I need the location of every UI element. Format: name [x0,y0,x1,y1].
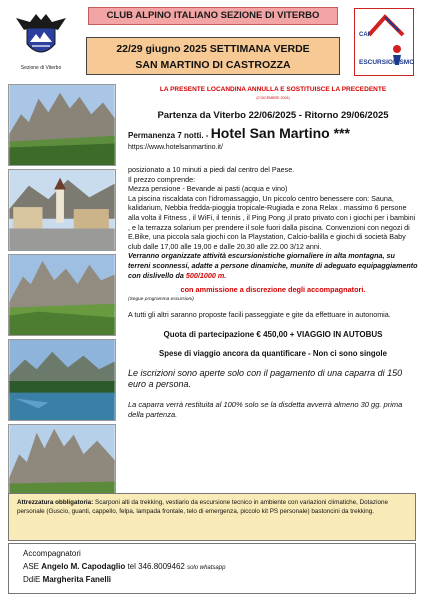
event-location-title: SAN MARTINO DI CASTROZZA [135,59,291,71]
leader-phone[interactable]: tel 346.8009462 [125,561,188,571]
departure-return-dates: Partenza da Viterbo 22/06/2025 - Ritorno 29/06/2025 [157,110,389,121]
travel-costs-note: Spese di viaggio ancora da quantificare - Non ci sono singole [159,348,387,358]
cai-eagle-logo-icon [14,8,68,64]
description-line: Il prezzo comprende: [128,174,196,184]
description-line: posizionato a 10 minuti a piedi dal centro del Paese. [128,165,295,174]
admission-note: con ammissione a discrezione degli accompagnatori. [180,285,366,295]
stay-duration: Permanenza 7 notti. - [128,131,211,140]
description-line: La piscina riscaldata con l'idromassaggio, Un piccolo centro benessere con: Sauna, kalidarium, Nebbia fredda-pioggia tropicale-Rugiada e zona Relax . massimo 6 persone alla volta il Fitness , il WiFi, il tennis , il Ping Pong ,il prato privato con i giochi per i bambini , e la terrazza solarium per prendere il sole fuori dalla piscina. Convenzioni con negozi di E.Bike, una piccola sala giochi con la Playstation, Calcio-balilla e giochi di società Baby club dalle 17,00 alle 19,00 e dalle 20.30 alle 22.00 3/12 anni. [128,193,416,251]
replacement-notice: LA PRESENTE LOCANDINA ANNULLA E SOSTITUISCE LA PRECEDENTE [159,86,387,93]
leader-role: DdiE [23,575,43,585]
hotel-link[interactable]: https://www.hotelsanmartino.it/ [128,144,223,151]
participation-fee: Quota di partecipazione € 450,00 + VIAGGIO IN AUTOBUS [163,329,383,339]
event-dates-title: 22/29 giugno 2025 SETTIMANA VERDE [116,43,310,55]
main-content [128,86,418,420]
leader-name: Angelo M. Capodaglio [41,561,126,571]
others-info: A tutti gli altri saranno proposte facili passeggiate e gite da effettuare in autonomia. [128,310,391,320]
equipment-text: Scarponi alti da trekking, vestiario da escursione tecnico in ambiente con variazioni climatiche, Dotazione personale (Guscio, guanti, cappello, felpa, lampada frontale, telo di emergenza, piccolo kit PS personale) bastoncini da trekking. [17,499,388,515]
logo-caption: Sezione di Viterbo [20,65,62,71]
leaders-title: Accompagnatori [23,549,81,558]
leader-line [23,574,401,587]
program-note: (Segue programma escursioni) [128,297,194,303]
event-title-banner [86,37,340,75]
mountain-meadow-photo [8,254,116,336]
deposit-refund-info: La caparra verrà restituita al 100% solo se la disdetta avverrà almeno 30 gg. prima della partenza. [128,399,403,419]
logo-escursionismo-text: ESCURSIONISMO [359,59,415,66]
elevation-range: 500/1000 m. [185,270,227,280]
equipment-label: Attrezzatura obbligatoria: [17,499,94,506]
photo-column [8,84,116,509]
hotel-name: Hotel San Martino *** [210,125,350,141]
leader-contact-note: solo whatsapp [187,564,226,571]
excursions-text: Verranno organizzate attività escursionistiche giornaliere in alta montagna, su terreni sconnessi, adatte a persone dinamiche, munite di adeguato equipaggiamento con dislivello da [128,251,418,280]
notice-date: (2 DICEMBRE 2024) [256,96,290,100]
equipment-box [8,493,416,541]
cai-viterbo-logo [10,8,72,74]
leader-line [23,561,401,575]
alpine-lake-photo [8,339,116,421]
club-title-banner: CLUB ALPINO ITALIANO SEZIONE DI VITERBO [88,7,338,25]
registration-info: Le iscrizioni sono aperte solo con il pagamento di una caparra di 150 euro a persona. [128,367,403,389]
village-street-photo [8,169,116,251]
logo-cai-text: CAI [359,32,370,38]
leader-role: ASE [23,561,42,571]
excursions-info [128,251,418,280]
leader-name: Margherita Fanelli [42,575,112,585]
stay-line [128,125,418,141]
hotel-description [128,165,418,251]
leaders-box [8,543,416,594]
dolomites-valley-photo [8,84,116,166]
description-line: Mezza pensione - Bevande ai pasti (acqua e vino) [128,184,288,194]
cai-escursionismo-logo [354,8,414,76]
